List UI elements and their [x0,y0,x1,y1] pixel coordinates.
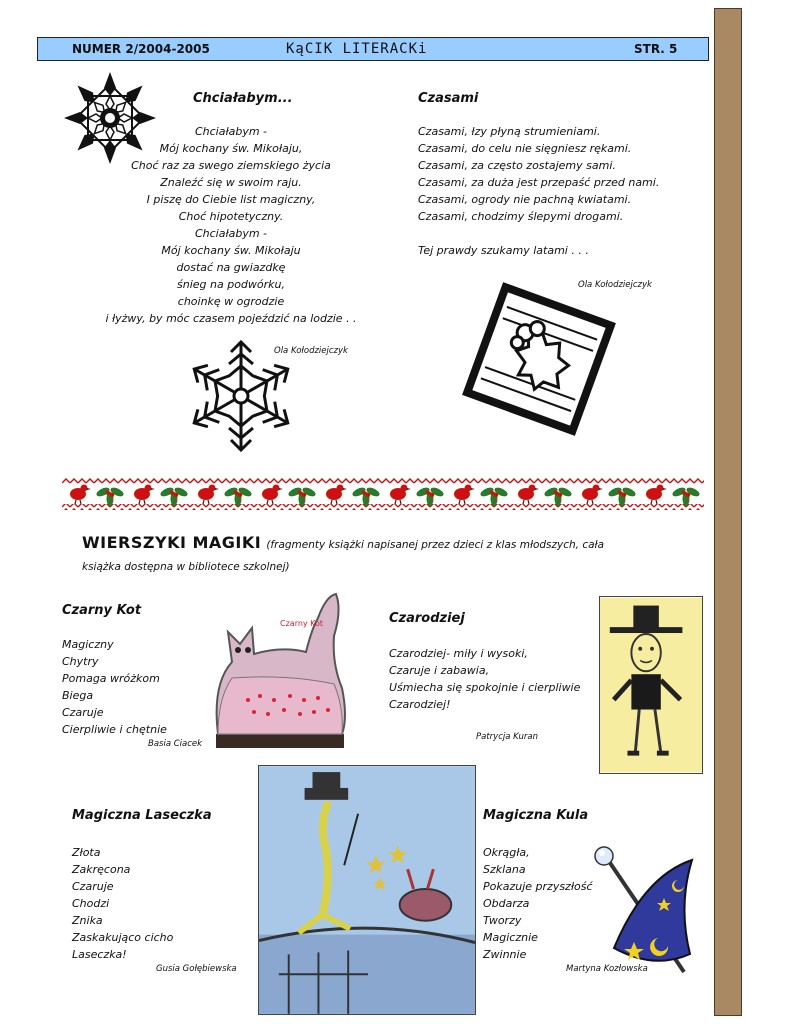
verse-line: I piszę do Ciebie list magiczny, [146,193,316,206]
section-heading-sub2: książka dostępna w bibliotece szkolnej) [82,561,290,573]
verse-line: Zakręcona [72,863,131,876]
verse-line: Okrągła, [483,846,530,859]
poem-title-chcialabym: Chciałabym... [193,91,293,106]
holly-motif-icon [287,486,317,506]
verse-line: Czarodziej! [389,698,451,711]
section-title: KąCIK LITERACKi [286,41,428,57]
verse-line: Magicznie [483,931,538,944]
verse-line: Szklana [483,863,526,876]
holly-ornament-icon [461,281,617,437]
holly-motif-icon [671,486,701,506]
bird-motif-icon [198,485,219,505]
bird-motif-icon [70,485,91,505]
cat-drawing-image [208,588,352,752]
page-sidebar-bar [714,8,742,1016]
author-czarodziej: Patrycja Kuran [476,732,538,742]
section-heading-sub1: (fragmenty książki napisanej przez dzieci z klas młodszych, cała [266,539,605,551]
verse-line: Tworzy [483,914,522,927]
verse-line: Choć hipotetyczny. [178,210,284,223]
holly-motif-icon [95,486,125,506]
verse-line: Czasami, chodzimy ślepymi drogami. [418,210,624,223]
poem-czasami [418,123,659,259]
verse-line: Złota [72,846,101,859]
verse-line: Czaruje i zabawia, [389,664,490,677]
verse-line: Chodzi [72,897,110,910]
bird-motif-icon [326,485,347,505]
section-heading [82,533,682,577]
verse-line: choinkę w ogrodzie [177,295,285,308]
verse-line: dostać na gwiazdkę [176,261,286,274]
bird-motif-icon [390,485,411,505]
bird-motif-icon [646,485,667,505]
holly-motif-icon [159,486,189,506]
verse-line: Obdarza [483,897,530,910]
magic-wand-drawing-image [258,765,476,1015]
poem-title-czasami: Czasami [418,91,479,106]
poem-title-magiczna-kula: Magiczna Kula [483,808,589,823]
verse-line: Czaruje [62,706,104,719]
verse-line: Czaruje [72,880,114,893]
verse-line: śnieg na podwórku, [177,278,285,291]
verse-line: Uśmiecha się spokojnie i cierpliwie [389,681,581,694]
author-poem1: Ola Kołodziejczyk [274,346,348,356]
verse-line: Choć raz za swego ziemskiego życia [131,159,331,172]
poem-magiczna-kula [483,844,593,963]
verse-line: Mój kochany św. Mikołaju [161,244,301,257]
verse-line: Czasami, łzy płyną strumieniami. [418,125,601,138]
verse-line: Mój kochany św. Mikołaju, [159,142,303,155]
page-header [37,37,709,61]
verse-line: Czasami, za często zostajemy sami. [418,159,616,172]
verse-line: Laseczka! [72,948,127,961]
verse-line: Chytry [62,655,99,668]
issue-number: NUMER 2/2004-2005 [72,42,210,56]
poem-magiczna-laseczka [72,844,173,963]
verse-line: Znika [72,914,103,927]
holly-motif-icon [543,486,573,506]
verse-line: Pokazuje przyszłość [483,880,593,893]
verse-line: Czarodziej- miły i wysoki, [389,647,528,660]
bird-motif-icon [582,485,603,505]
verse-line: Czasami, do celu nie sięgniesz rękami. [418,142,632,155]
bird-motif-icon [454,485,475,505]
verse-line: Pomaga wróżkom [62,672,160,685]
verse-line: Znaleźć się w swoim raju. [160,176,302,189]
wizard-hat-wand-icon [594,846,700,976]
snowflake-icon [186,334,296,458]
verse-line: Chciałabym - [194,227,268,240]
poem-title-czarny-kot: Czarny Kot [62,603,142,618]
author-czarny-kot: Basia Ciacek [148,739,203,749]
holly-motif-icon [223,486,253,506]
author-magiczna-kula: Martyna Kozłowska [566,964,648,974]
holly-motif-icon [351,486,381,506]
holly-motif-icon [479,486,509,506]
verse-line: Cierpliwie i chętnie [62,723,167,736]
verse-line: Tej prawdy szukamy latami . . . [418,244,589,257]
holly-motif-icon [415,486,445,506]
verse-line: Czasami, ogrody nie pachną kwiatami. [418,193,632,206]
verse-line: Biega [62,689,94,702]
bird-motif-icon [262,485,283,505]
verse-line: Chciałabym - [194,125,268,138]
verse-line: Magiczny [62,638,114,651]
decorative-bird-border [62,478,704,510]
author-poem2: Ola Kołodziejczyk [578,280,652,290]
verse-line: Zaskakująco cicho [72,931,174,944]
wizard-drawing-image [599,596,703,774]
poem-chcialabym [96,123,366,327]
section-heading-title: WIERSZYKI MAGIKI [82,533,262,552]
poem-czarny-kot [62,636,167,738]
drawing-caption: Czarny Kot [280,619,324,628]
poem-title-magiczna-laseczka: Magiczna Laseczka [72,808,212,823]
verse-line: Zwinnie [483,948,527,961]
holly-motif-icon [607,486,637,506]
page-number: STR. 5 [634,42,678,56]
bird-motif-icon [518,485,539,505]
verse-line: Czasami, za duża jest przepaść przed nami. [418,176,660,189]
author-magiczna-laseczka: Gusia Gołębiewska [156,964,237,974]
verse-line [418,225,659,242]
verse-line: i łyżwy, by móc czasem pojeździć na lodzie . . [105,312,357,325]
poem-title-czarodziej: Czarodziej [389,611,465,626]
bird-motif-icon [134,485,155,505]
poem-czarodziej [389,645,580,713]
